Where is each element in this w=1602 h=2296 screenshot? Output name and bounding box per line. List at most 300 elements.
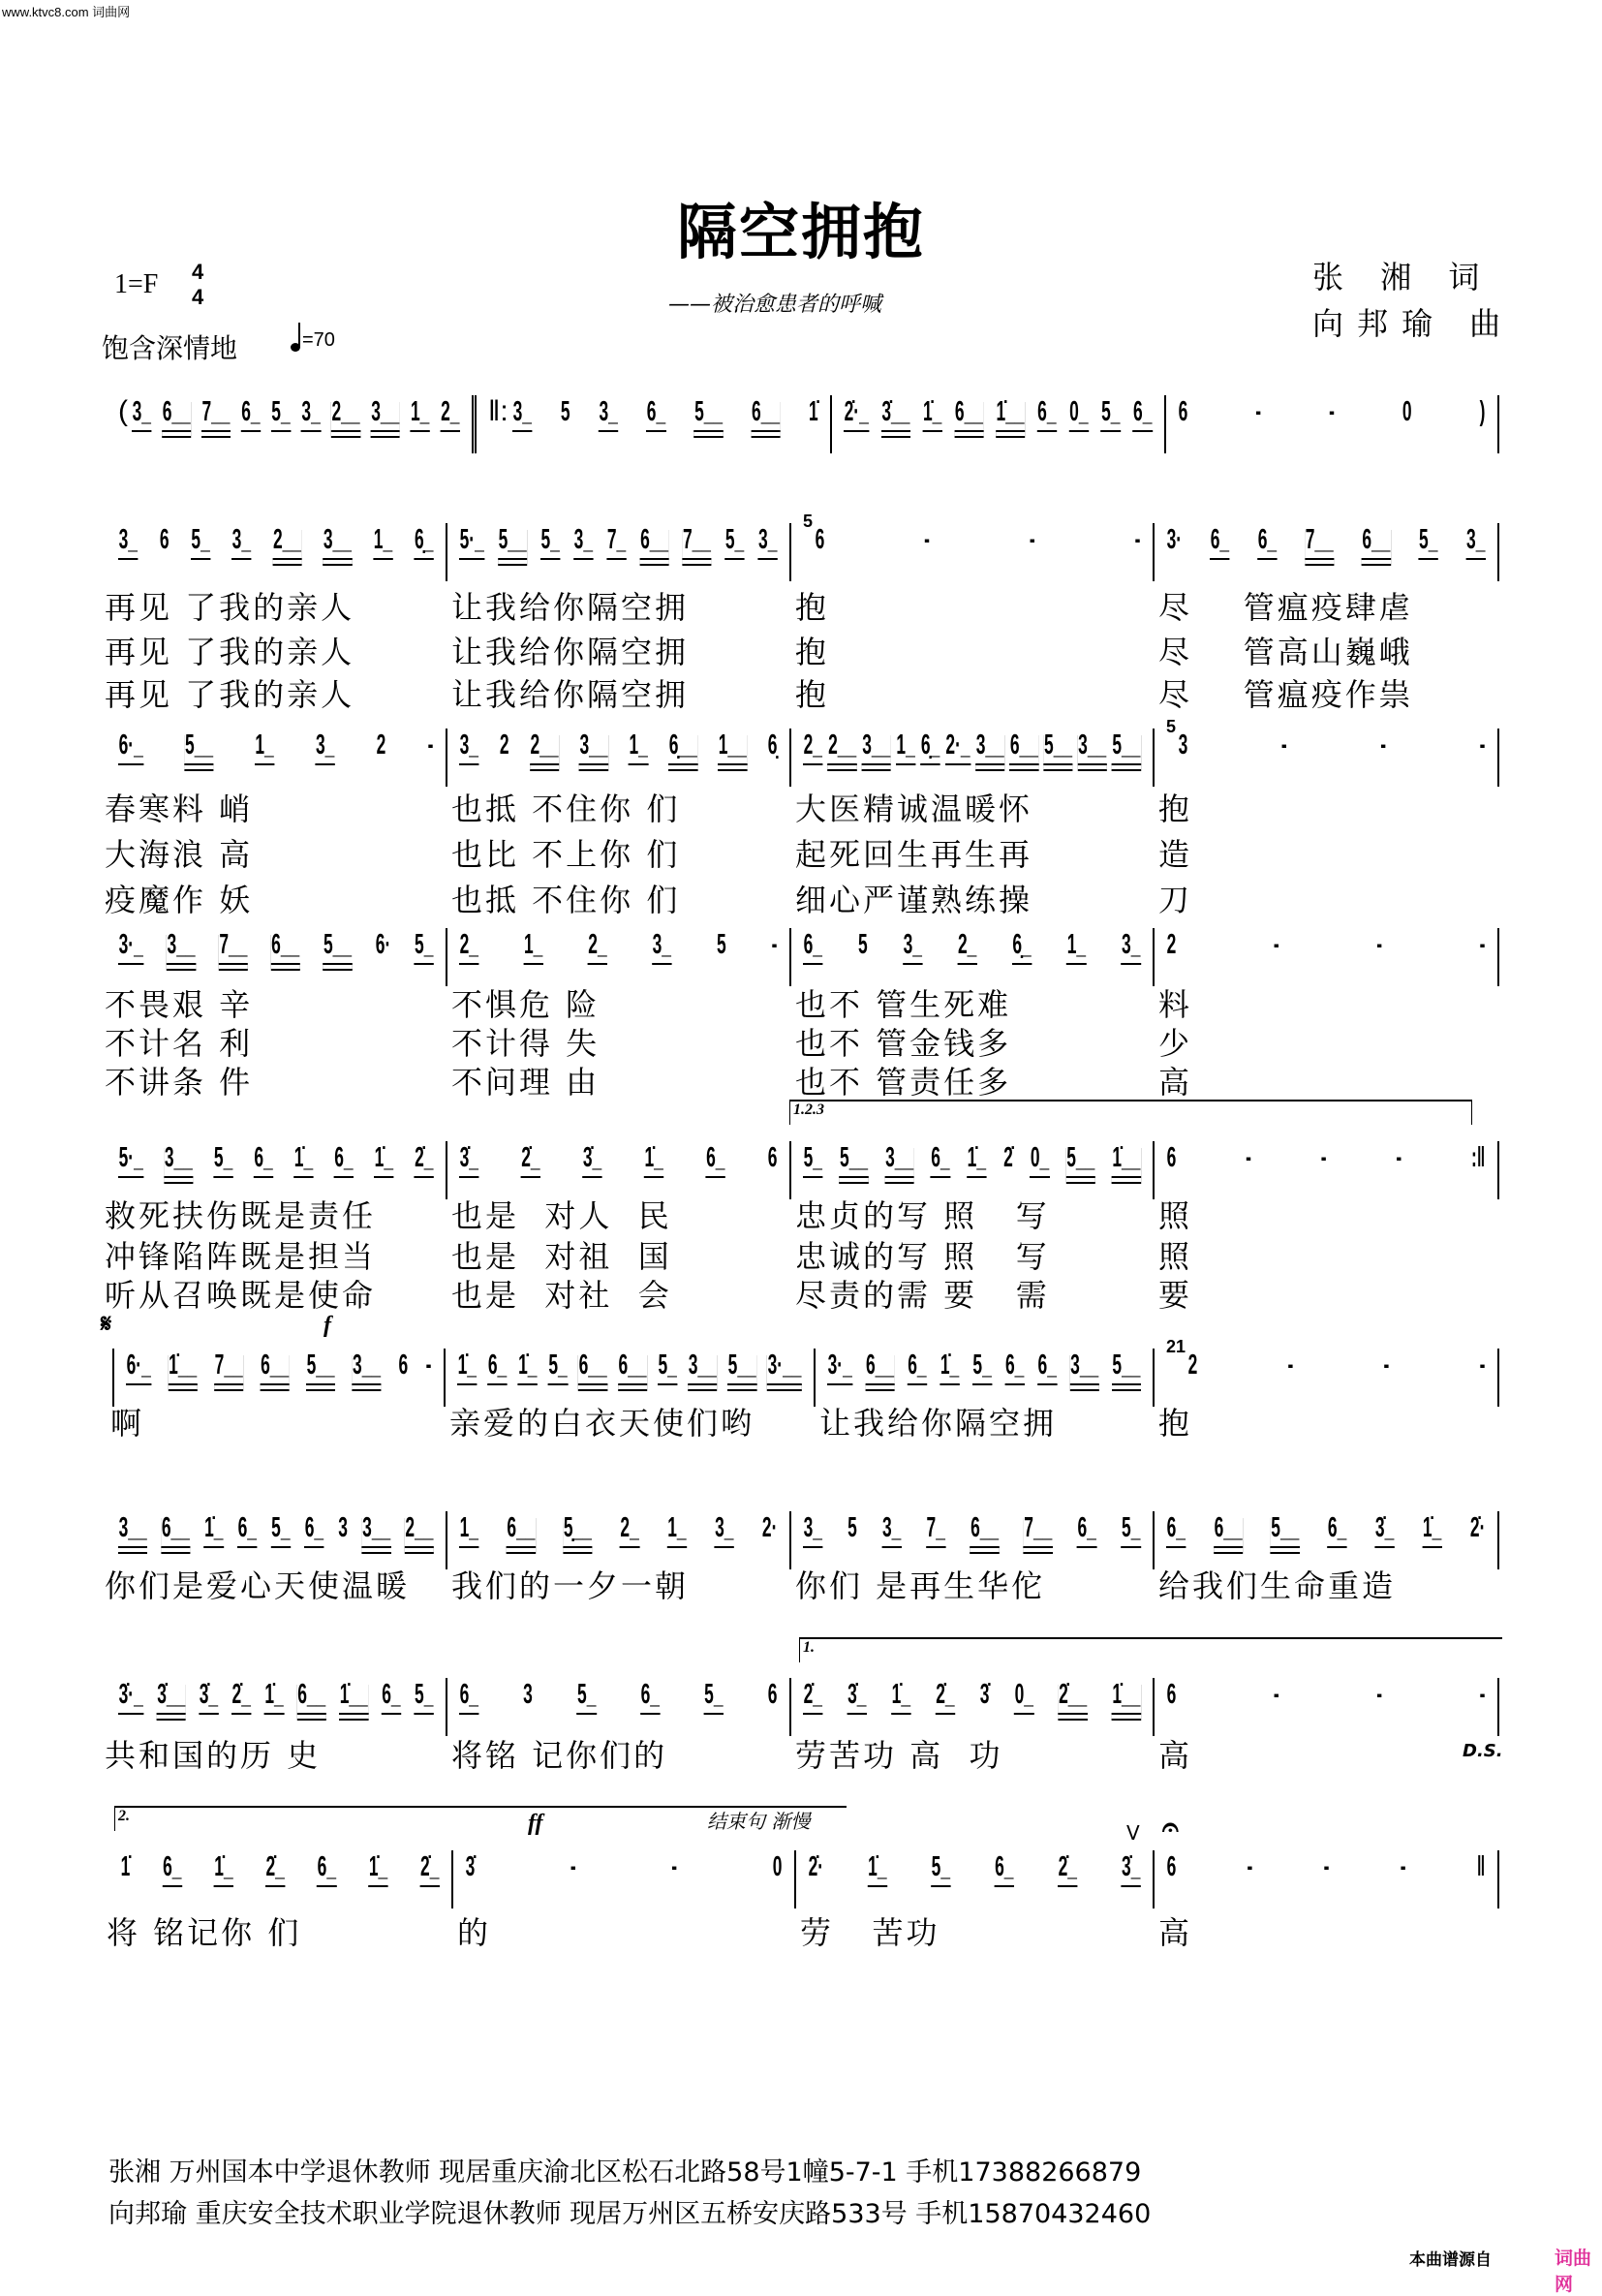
measure-notes: [1166, 1850, 1486, 1883]
measure-notes: [118, 1141, 434, 1174]
note: 1̇_: [1422, 1512, 1442, 1548]
lyric-verse-2: 起死回生再生再: [795, 836, 1033, 873]
note: 1̇: [120, 1851, 131, 1882]
note: 2̇_: [1058, 1851, 1078, 1887]
note: 5_: [548, 1350, 569, 1385]
note: 1̇_: [922, 396, 942, 432]
note: 0_: [1014, 1679, 1034, 1715]
barline-end: :‖: [1470, 1142, 1486, 1173]
fermata-icon: 𝄐: [1162, 1812, 1179, 1844]
measure-notes-area: [1178, 395, 1486, 438]
note: 0_: [1030, 1142, 1050, 1178]
lyric-verse-1: 照: [1158, 1197, 1193, 1234]
note: 1̇_: [891, 1679, 911, 1715]
watermark: www.ktvc8.com 词曲网: [2, 5, 131, 19]
note: 6__: [162, 396, 191, 432]
note: 6_: [646, 396, 666, 432]
lyric-verse-1: 共和国的历 史: [105, 1737, 322, 1774]
note: 6__: [639, 524, 668, 560]
lyric-verse-1: 我们的一夕一朝: [451, 1567, 690, 1604]
note: 2: [1166, 929, 1177, 960]
note: 6_: [1077, 1512, 1097, 1548]
note: 3__: [164, 1142, 193, 1178]
note: 1̇_: [457, 1350, 478, 1385]
lyric-verse-2: 造: [1158, 836, 1193, 873]
dash-extension: -: [1273, 1679, 1279, 1710]
measure-notes: [1166, 1141, 1486, 1174]
note: 3_: [803, 1512, 823, 1548]
measure: [1153, 523, 1499, 581]
measure-notes-area: [459, 1678, 778, 1721]
note: 3̇_: [459, 1142, 479, 1178]
note: 2·_: [945, 729, 970, 765]
note: 3__: [167, 929, 196, 965]
lyric-verse-2: 也是 对祖 国: [451, 1238, 672, 1275]
lyric-verse-1: 让我给你隔空拥: [819, 1405, 1058, 1442]
ending-tempo-note: 结束句 渐慢: [707, 1810, 811, 1833]
dash-extension: -: [1287, 1350, 1294, 1381]
note: 3_: [231, 524, 252, 560]
volta-bracket-1: 1.: [799, 1637, 1502, 1662]
note: 6__: [954, 396, 983, 432]
measure: [1164, 395, 1499, 453]
time-signature-bottom: 4: [192, 285, 204, 309]
footer-composer-info: 向邦瑜 重庆安全技术职业学院退休教师 现居万州区五桥安庆路533号 手机15870432460: [108, 2199, 1152, 2229]
note: 5: [560, 396, 570, 427]
note: 3̇__: [881, 396, 910, 432]
note: 6_: [382, 1679, 402, 1715]
note: 1_: [373, 524, 393, 560]
measure: [107, 1678, 446, 1736]
note: 7__: [201, 396, 231, 432]
measure: [444, 1349, 814, 1407]
lyric-verse-3: 不问理 由: [451, 1064, 601, 1101]
lyric-verse-1: 你们 是再生华佗: [795, 1567, 1046, 1604]
note: 5_: [1100, 396, 1121, 432]
note: 6_: [1210, 524, 1230, 560]
note: ): [1479, 396, 1486, 427]
dynamic-forte: f: [323, 1313, 331, 1338]
note: 0_: [1069, 396, 1090, 432]
note: 3_: [301, 396, 322, 432]
note: 6__: [261, 1350, 290, 1385]
lyric-verse-1: 给我们生命重造: [1158, 1567, 1397, 1604]
note: 6_: [241, 396, 262, 432]
measure: [107, 523, 446, 581]
measure-notes: [803, 729, 1141, 761]
note: 5: [847, 1512, 857, 1543]
lyric-verse-1: 也不 管生死难: [795, 986, 1012, 1023]
note: 6_: [1327, 1512, 1347, 1548]
lyric-verse-1: 大医精诚温暖怀: [795, 791, 1033, 827]
note: 5_: [972, 1350, 993, 1385]
note: 7_: [926, 1512, 946, 1548]
lyric-verse-3: 抱: [795, 676, 830, 713]
measure-notes-area: [132, 395, 460, 438]
measure-notes: [459, 1141, 778, 1174]
note: 3__: [352, 1350, 381, 1385]
note: 1_: [255, 729, 275, 765]
note: 2·: [761, 1512, 778, 1543]
note: 5_: [658, 1350, 678, 1385]
measure: [789, 928, 1153, 986]
note: 2__: [272, 524, 301, 560]
dash-extension: -: [1376, 929, 1383, 960]
note: 6: [1166, 1851, 1177, 1882]
lyric-verse-1: 劳 苦功: [800, 1914, 940, 1951]
note: 3̇_: [199, 1679, 219, 1715]
note: 3̇: [979, 1679, 990, 1710]
measure: [1153, 1337, 1499, 1407]
note: 1̇__: [996, 396, 1025, 432]
lyric-verse-3: 尽责的需 要 需: [795, 1277, 1050, 1314]
note: 3_: [599, 396, 619, 432]
measure-notes: [803, 928, 1141, 961]
dash-extension: -: [1280, 729, 1287, 760]
measure-notes-area: [118, 928, 434, 971]
measure-notes: [126, 1349, 432, 1381]
lyric-verse-1: 忠贞的写 照 写: [795, 1197, 1050, 1234]
lyric-verse-3: 刀: [1158, 882, 1193, 918]
note: 3__: [688, 1350, 717, 1385]
note: 2̇·: [1469, 1512, 1486, 1543]
measure-notes: [118, 523, 434, 556]
note: 3̇: [465, 1851, 476, 1882]
note: 5__: [323, 929, 352, 965]
note: 3: [523, 1679, 533, 1710]
note: 6_: [237, 1512, 258, 1548]
measure-notes-area: [459, 928, 778, 971]
note: 1̇: [808, 396, 818, 427]
note: 7__: [214, 1350, 243, 1385]
measure: [108, 1850, 451, 1908]
composer: 向邦瑜 曲: [1312, 305, 1515, 342]
note: 3_: [881, 1512, 902, 1548]
lyric-verse-1: 救死扶伤既是责任: [105, 1197, 377, 1234]
note: 5__: [727, 1350, 756, 1385]
measure-notes-area: [827, 1349, 1141, 1391]
lyric-verse-1: 也是 对人 民: [451, 1197, 672, 1234]
dash-extension: -: [570, 1851, 576, 1882]
dash-extension: -: [1479, 1350, 1486, 1381]
lyric-verse-2: 少: [1158, 1025, 1193, 1062]
measure-notes-area: [803, 729, 1141, 771]
note: 7__: [682, 524, 711, 560]
note: 6_: [487, 1350, 508, 1385]
note: 0: [772, 1851, 783, 1882]
dash-extension: -: [425, 1350, 432, 1381]
expression-marking: 饱含深情地: [102, 332, 238, 364]
measure: [446, 729, 789, 787]
measure-notes-area: [1187, 1349, 1486, 1391]
dal-segno: D.S.: [1463, 1741, 1503, 1761]
note: 6__: [297, 1679, 326, 1715]
measure: [814, 1349, 1153, 1407]
note: 3·_: [827, 1350, 852, 1385]
note: 5_: [271, 396, 292, 432]
dash-extension: -: [1320, 1142, 1327, 1173]
measure: [1153, 1141, 1499, 1199]
note: 6: [159, 524, 169, 555]
note: 6̣__: [668, 729, 697, 765]
dash-extension: -: [1029, 524, 1035, 555]
note: 2: [1187, 1350, 1198, 1381]
note: 5_: [414, 1679, 434, 1715]
note: 3_: [1121, 929, 1141, 965]
note: 5__: [693, 396, 723, 432]
note: 6__: [507, 1512, 536, 1548]
note: 6__: [1009, 729, 1038, 765]
note: 6̣_: [920, 729, 940, 765]
measure-notes: [803, 1511, 1141, 1544]
measure-notes: [459, 1511, 778, 1544]
note: 3̇_: [582, 1142, 602, 1178]
measure-notes-area: [118, 523, 434, 566]
note: 2̇_: [419, 1851, 440, 1887]
note: 6·: [375, 929, 391, 960]
note: 6__: [578, 1350, 607, 1385]
note: 7__: [1305, 524, 1334, 560]
segno-icon: 𝄋: [101, 1310, 112, 1338]
measure: [446, 523, 789, 581]
note: 6: [815, 524, 825, 555]
lyric-verse-1: 让我给你隔空拥: [451, 589, 690, 626]
note: 2̇_: [414, 1142, 434, 1178]
measure-notes: [512, 395, 818, 428]
note: 3·: [1166, 524, 1183, 555]
note: 6_: [334, 1142, 354, 1178]
measure: [789, 512, 1153, 581]
lyric-verse-3: 高: [1158, 1064, 1193, 1101]
note: 2__: [405, 1512, 434, 1548]
measure-notes-area: [459, 729, 778, 771]
note: 6_: [1132, 396, 1153, 432]
subtitle: ——被治愈患者的呼喊: [668, 293, 882, 317]
note: 2̇_: [521, 1142, 541, 1178]
note: 5_: [1418, 524, 1438, 560]
note: 3̇_: [1121, 1851, 1141, 1887]
note: 5_: [191, 524, 211, 560]
lyric-verse-2: 不计得 失: [451, 1025, 601, 1062]
note: 1_: [667, 1512, 688, 1548]
note: 3_: [1465, 524, 1486, 560]
measure: [1153, 928, 1499, 986]
note: 3·__: [767, 1350, 802, 1385]
measure-notes-area: [459, 523, 778, 566]
lyric-verse-1: 不惧危 险: [451, 986, 601, 1023]
dash-extension: -: [1383, 1350, 1390, 1381]
quarter-note-icon: [291, 343, 300, 352]
barline-end: ‖: [1476, 1851, 1486, 1882]
measure: [1153, 1850, 1499, 1908]
note: 6_: [459, 1679, 479, 1715]
note: 1̇__: [1112, 1142, 1141, 1178]
note: 5_: [704, 1679, 724, 1715]
lyric-verse-1: 将 铭记你 们: [107, 1914, 302, 1951]
measure-notes: [459, 928, 778, 961]
note: 6̣_: [1012, 929, 1032, 965]
note: 1̇_: [518, 1350, 539, 1385]
lyric-verse-1: 尽 管瘟疫肆虐: [1158, 589, 1413, 626]
measure-notes-area: [118, 1678, 434, 1721]
note: 1_: [523, 929, 543, 965]
lyric-verse-1: 亲爱的白衣天使们哟: [449, 1405, 755, 1442]
lyric-verse-1: 抱: [1158, 1405, 1193, 1442]
measure: [451, 1850, 794, 1908]
note: 2̇_: [265, 1851, 286, 1887]
note: 3_: [652, 929, 672, 965]
dash-extension: -: [1376, 1679, 1383, 1710]
note: 2̇_: [936, 1679, 956, 1715]
dash-extension: -: [1246, 1142, 1251, 1173]
measure-notes-area: [803, 1511, 1141, 1554]
note: 5_: [724, 524, 745, 560]
note: 3__: [1070, 1350, 1099, 1385]
lyric-verse-2: 大海浪 高: [105, 836, 254, 873]
note: 2: [376, 729, 386, 760]
measure-notes: [808, 1850, 1141, 1883]
measure-notes: [459, 729, 778, 761]
note: 5__: [1043, 729, 1072, 765]
lyric-verse-2: 照: [1158, 1238, 1193, 1275]
lyric-verse-2: 也比 不上你 们: [451, 836, 681, 873]
note: 3__: [371, 396, 400, 432]
note: 6__: [865, 1350, 894, 1385]
source-site-logo: 词曲网: [1555, 2248, 1592, 2295]
volta-bracket-2: 2.: [114, 1806, 847, 1831]
measure: [789, 1511, 1153, 1569]
measure-notes: [803, 1678, 1141, 1711]
breath-mark: V: [1126, 1821, 1140, 1845]
measure-notes-area: [844, 395, 1153, 438]
note: 2̇·: [808, 1851, 824, 1882]
note: 6__: [271, 929, 300, 965]
measure-notes-area: [118, 729, 434, 771]
dash-extension: -: [1247, 1851, 1253, 1882]
note: 6_: [254, 1142, 274, 1178]
note: 6_: [1166, 1512, 1186, 1548]
measure-notes-area: [459, 1511, 778, 1554]
note: 3̇_: [1374, 1512, 1395, 1548]
measure-notes: [457, 1349, 802, 1381]
note: 6_: [1004, 1350, 1025, 1385]
note: 1̇_: [264, 1679, 285, 1715]
measure: [107, 395, 472, 453]
note: 3__: [975, 729, 1004, 765]
note: 5_: [803, 1142, 823, 1178]
dash-extension: -: [1273, 929, 1279, 960]
lyric-verse-2: 不计名 利: [105, 1025, 254, 1062]
dash-extension: -: [1134, 524, 1141, 555]
lyric-verse-2: 冲锋陷阵既是担当: [105, 1238, 377, 1275]
measure-notes-area: [118, 1141, 434, 1184]
measure: [446, 1511, 789, 1569]
note: 2_: [620, 1512, 640, 1548]
note: 3__: [579, 729, 608, 765]
lyric-verse-1: 高: [1158, 1737, 1193, 1774]
note: 6: [1178, 396, 1188, 427]
dash-extension: -: [1323, 1851, 1330, 1882]
measure-notes-area: [815, 523, 1141, 566]
measure-notes-area: [118, 1511, 434, 1554]
measure-notes-area: [1178, 729, 1486, 771]
measure-notes: [465, 1850, 783, 1883]
lyric-verse-3: 也抵 不住你 们: [451, 882, 681, 918]
measure: [472, 395, 830, 453]
note: 1̇_: [203, 1512, 224, 1548]
dash-extension: -: [1400, 1851, 1406, 1882]
note: 2_: [459, 929, 479, 965]
note: 5__: [839, 1142, 868, 1178]
lyric-verse-1: 不畏艰 辛: [105, 986, 254, 1023]
tempo-value: =70: [302, 329, 335, 351]
song-title: 隔空拥抱: [676, 197, 925, 267]
measure-notes: [1166, 523, 1486, 556]
note: 5__: [1112, 1350, 1141, 1385]
note: 1̇_: [368, 1851, 388, 1887]
measure-notes: [118, 1678, 434, 1711]
lyric-verse-1: 抱: [1158, 791, 1193, 827]
measure-notes-area: [808, 1850, 1141, 1893]
measure-notes: [1187, 1349, 1486, 1381]
measure-notes: [1166, 1678, 1486, 1711]
measure-notes: [118, 729, 434, 761]
note: 5_: [540, 524, 561, 560]
lyric-verse-3: 让我给你隔空拥: [451, 676, 690, 713]
dash-extension: -: [1380, 729, 1387, 760]
measure: [1153, 1678, 1499, 1736]
note: 0: [1402, 396, 1412, 427]
note: 1̇_: [967, 1142, 987, 1178]
note: 3_: [903, 929, 923, 965]
measure-notes: [118, 928, 434, 961]
note: 5__: [1066, 1142, 1095, 1178]
note: 5̣__: [563, 1512, 592, 1548]
note: 6: [398, 1350, 409, 1381]
dash-extension: -: [671, 1851, 678, 1882]
measure-notes: [1178, 729, 1486, 761]
note: 6_: [317, 1851, 337, 1887]
note: 1̇__: [339, 1679, 368, 1715]
note: 6_: [1257, 524, 1278, 560]
measure-notes: [1178, 395, 1486, 428]
lyric-verse-3: 再见 了我的亲人: [105, 676, 355, 713]
note: 3__: [362, 1512, 391, 1548]
note: 5__: [184, 729, 213, 765]
lyric-verse-3: 细心严谨熟练操: [795, 882, 1033, 918]
note: 5_: [931, 1851, 951, 1887]
measure: [789, 1141, 1153, 1199]
lyric-verse-1: 春寒料 峭: [105, 791, 254, 827]
note: 1̇_: [868, 1851, 888, 1887]
note: 3_: [132, 396, 152, 432]
measure-notes-area: [803, 1678, 1141, 1721]
note: 2̇·_: [844, 396, 869, 432]
lyric-verse-1: 再见 了我的亲人: [105, 589, 355, 626]
dash-extension: -: [1479, 1679, 1486, 1710]
measure-notes: [132, 395, 460, 428]
dash-extension: -: [1479, 729, 1486, 760]
lyric-verse-1: 料: [1158, 986, 1193, 1023]
note: 6̣: [767, 729, 778, 760]
measure-notes: [803, 1141, 1141, 1174]
lyric-verse-3: 听从召唤既是使命: [105, 1277, 377, 1314]
note: 3̇_: [847, 1679, 868, 1715]
note: 5_: [414, 929, 434, 965]
time-signature-top: 4: [192, 260, 204, 284]
dash-extension: -: [924, 524, 931, 555]
lyric-verse-2: 也不 管金钱多: [795, 1025, 1012, 1062]
